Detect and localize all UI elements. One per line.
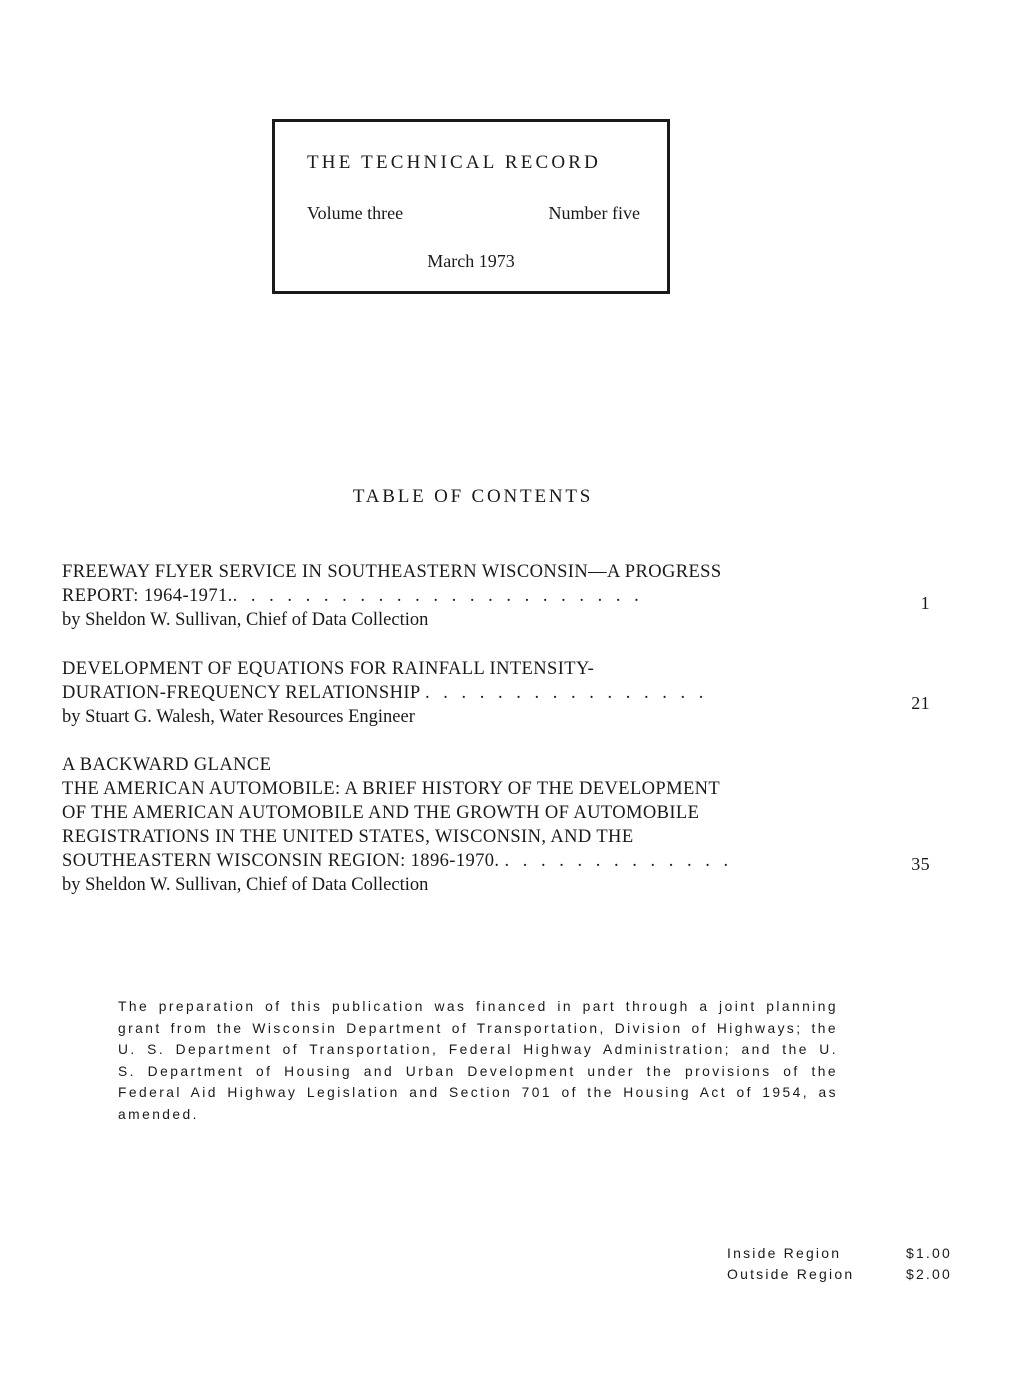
toc-heading: TABLE OF CONTENTS xyxy=(352,486,594,507)
toc-page-number: 1 xyxy=(920,593,930,613)
toc-entry-title-text: REPORT: 1964-1971. xyxy=(62,586,233,606)
price-inside-region xyxy=(727,1245,952,1267)
toc-page-number: 35 xyxy=(911,854,930,874)
toc-entry-title-line xyxy=(62,584,930,613)
price-value: $2.00 xyxy=(905,1266,952,1282)
toc-entry-title-line xyxy=(62,681,930,713)
masthead-box xyxy=(272,119,670,294)
toc-entry-byline: by Stuart G. Walesh, Water Resources Engineer xyxy=(62,707,415,727)
dot-leader: . . . . . . . . . . . . . . . . xyxy=(424,683,708,703)
toc-entry-title-text: DURATION-FREQUENCY RELATIONSHIP xyxy=(62,683,420,703)
issue-number-label: Number five xyxy=(548,203,640,223)
issue-date: March 1973 xyxy=(427,251,515,271)
toc-entry-3 xyxy=(62,753,942,897)
toc-entry-byline: by Sheldon W. Sullivan, Chief of Data Collection xyxy=(62,610,429,630)
toc-entry-1 xyxy=(62,560,942,632)
volume-label: Volume three xyxy=(307,203,404,223)
toc-entry-2 xyxy=(62,657,942,729)
toc-page-number: 21 xyxy=(911,693,930,713)
price-value: $1.00 xyxy=(905,1245,952,1261)
toc-section-label: A BACKWARD GLANCE xyxy=(62,755,272,775)
toc-entry-byline: by Sheldon W. Sullivan, Chief of Data Collection xyxy=(62,875,429,895)
toc-entry-title-line: REGISTRATIONS IN THE UNITED STATES, WISCONSIN, AND THE xyxy=(62,827,634,847)
toc-entry-title-line: DEVELOPMENT OF EQUATIONS FOR RAINFALL INTENSITY- xyxy=(62,659,595,679)
toc-entry-title-text: SOUTHEASTERN WISCONSIN REGION: 1896-1970. xyxy=(62,851,500,871)
price-outside-region xyxy=(727,1266,952,1288)
toc-entry-title-line: THE AMERICAN AUTOMOBILE: A BRIEF HISTORY OF THE DEVELOPMENT xyxy=(62,779,721,799)
funding-note: The preparation of this publication was financed in part through a joint planning grant from the Wisconsin Department of Transportation, Division of Highways; the U. S. Department of Transportation, Federal Highway Administration; and the U. S. Department of Housing and Urban Development under the provisions of the Federal Aid Highway Legislation and Section 701 of the Housing Act of 1954, as amended. xyxy=(118,999,838,1122)
price-label: Outside Region xyxy=(727,1266,855,1282)
toc-entry-title-line: OF THE AMERICAN AUTOMOBILE AND THE GROWTH OF AUTOMOBILE xyxy=(62,803,700,823)
publication-title: THE TECHNICAL RECORD xyxy=(307,152,602,173)
price-label: Inside Region xyxy=(727,1245,842,1261)
toc-entry-title-line xyxy=(62,849,930,874)
dot-leader: . . . . . . . . . . . . . . . . . . . . . . . xyxy=(232,586,644,606)
toc-entry-title-line: FREEWAY FLYER SERVICE IN SOUTHEASTERN WISCONSIN—A PROGRESS xyxy=(62,562,722,582)
dot-leader: . . . . . . . . . . . . . xyxy=(504,851,733,871)
